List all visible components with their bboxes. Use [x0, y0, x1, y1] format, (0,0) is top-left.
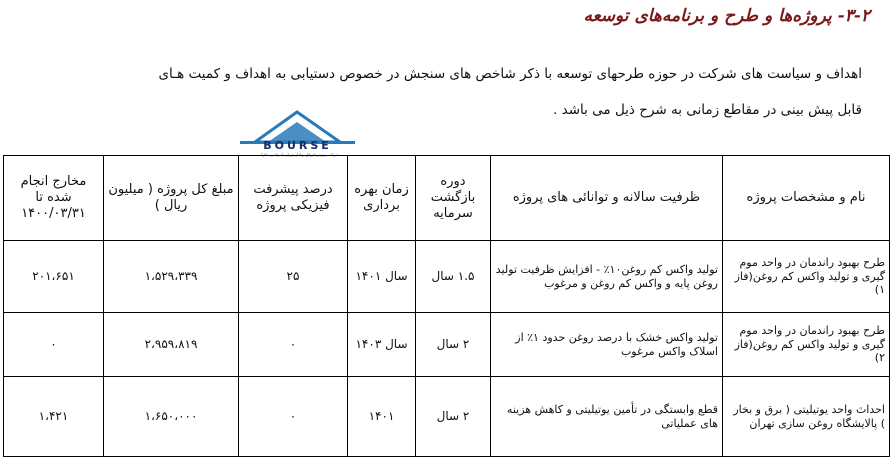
cell-operation: ۱۴۰۱: [348, 377, 416, 457]
header-project-name: نام و مشخصات پروژه: [723, 156, 890, 241]
cell-capacity: قطع وابستگی در تأمین یوتیلیتی و کاهش هزینه های عملیاتی: [491, 377, 723, 457]
header-total-amount: مبلغ کل پروژه ( میلیون ریال ): [104, 156, 239, 241]
bourse-logo-text: BOURSE: [263, 139, 332, 152]
header-physical-progress: درصد پیشرفت فیزیکی پروژه: [239, 156, 348, 241]
cell-payback: ۲ سال: [416, 377, 491, 457]
cell-project-name: طرح بهبود راندمان در واحد موم گیری و تولید واکس کم روغن(فاز ۲): [723, 313, 890, 377]
cell-payback: ۲ سال: [416, 313, 491, 377]
section-heading: ۳-۲- پروژه‌ها و طرح و برنامه‌های توسعه: [583, 6, 870, 26]
header-operation-time: زمان بهره برداری: [348, 156, 416, 241]
cell-spent: ۰: [4, 313, 104, 377]
cell-capacity: تولید واکس خشک با درصد روغن حدود ۱٪ از اسلاک واکس مرغوب: [491, 313, 723, 377]
cell-spent: ۲۰۱،۶۵۱: [4, 241, 104, 313]
header-capacity: ظرفیت سالانه و توانائی های پروژه: [491, 156, 723, 241]
cell-capacity: تولید واکس کم روغن۱۰٪ - افزایش ظرفیت تولید روغن پایه و واکس کم روغن و مرغوب: [491, 241, 723, 313]
cell-operation: سال ۱۴۰۱: [348, 241, 416, 313]
header-payback-period: دوره بازگشت سرمایه: [416, 156, 491, 241]
cell-total: ۲،۹۵۹،۸۱۹: [104, 313, 239, 377]
table-row: [4, 377, 890, 457]
cell-operation: سال ۱۴۰۳: [348, 313, 416, 377]
cell-payback: ۱.۵ سال: [416, 241, 491, 313]
cell-progress: ۰: [239, 313, 348, 377]
table-row: [4, 241, 890, 313]
table-header-row: [4, 156, 890, 241]
header-spent-to-date: مخارج انجام شده تا ۱۴۰۰/۰۳/۳۱: [4, 156, 104, 241]
cell-progress: ۲۵: [239, 241, 348, 313]
cell-project-name: طرح بهبود راندمان در واحد موم گیری و تولید واکس کم روغن(فاز ۱): [723, 241, 890, 313]
intro-paragraph-line-1: اهداف و سیاست های شرکت در حوزه طرحهای توسعه با ذکر شاخص های سنجش در خصوص دستیابی به اهداف و کمیت هـای: [158, 66, 862, 82]
cell-spent: ۱،۴۲۱: [4, 377, 104, 457]
bourse-logo-subtext: شرکت بورس اوراق بهادار تهران (سهامی عام): [261, 152, 339, 157]
intro-paragraph-line-2: قابل پیش بینی در مقاطع زمانی به شرح ذیل می باشد .: [553, 102, 862, 118]
development-projects-table: [3, 155, 890, 457]
table-row: [4, 313, 890, 377]
cell-total: ۱،۵۲۹،۳۳۹: [104, 241, 239, 313]
cell-progress: ۰: [239, 377, 348, 457]
cell-project-name: احداث واحد یوتیلیتی ( برق و بخار ) پالایشگاه روغن سازی تهران: [723, 377, 890, 457]
cell-total: ۱،۶۵۰،۰۰۰: [104, 377, 239, 457]
